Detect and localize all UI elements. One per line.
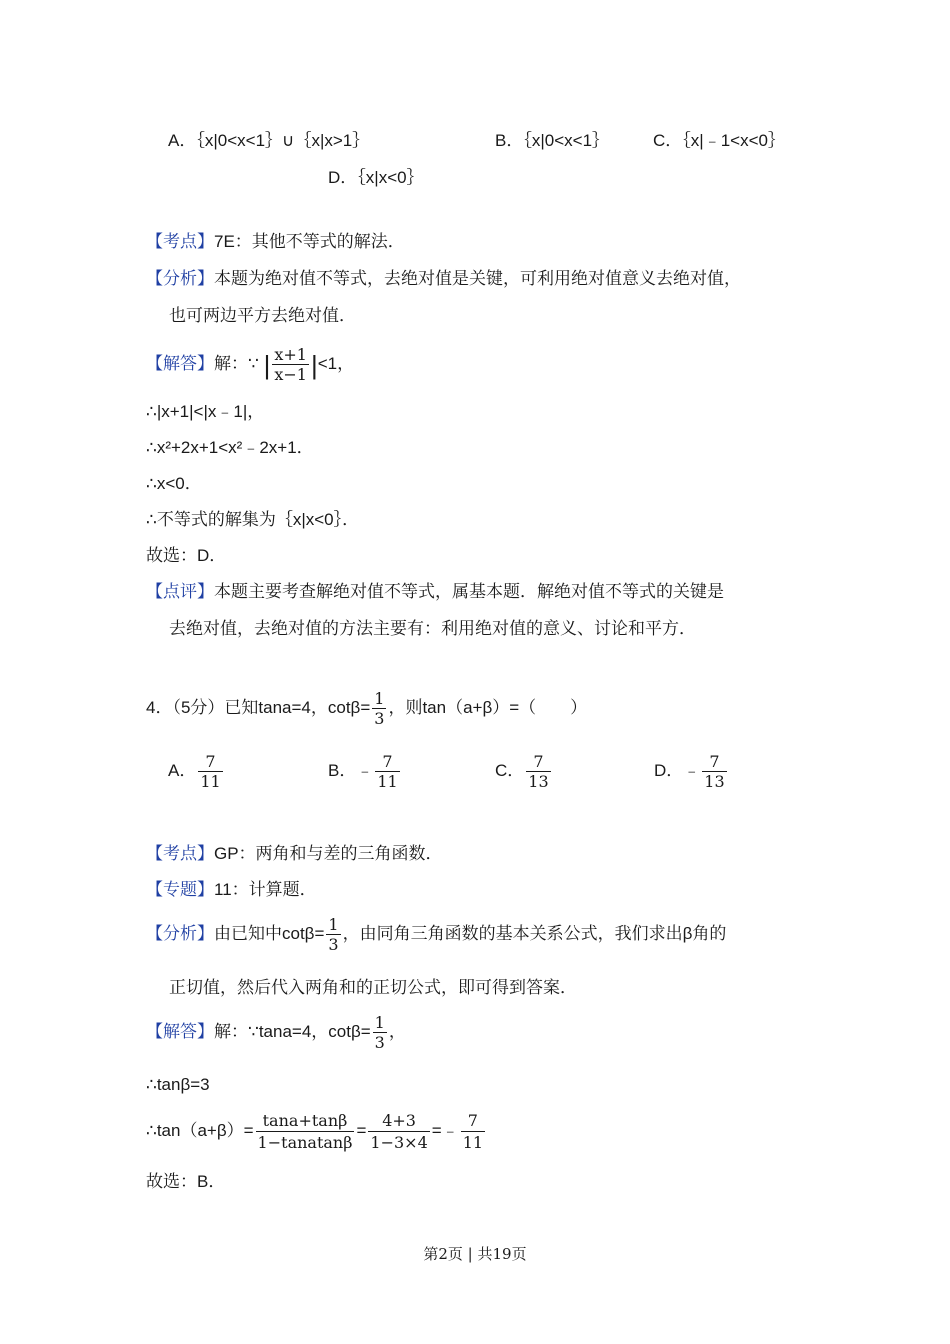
q4-option-c <box>495 752 553 791</box>
q4-jieda-tag: 【解答】 <box>146 1022 214 1041</box>
q4-jieda <box>146 1012 406 1052</box>
q4-kaodian <box>146 843 443 865</box>
q4-kaodian-text: GP：两角和与差的三角函数． <box>214 844 443 863</box>
q4-option-b <box>328 752 402 791</box>
q4-fenxi-den: 3 <box>328 935 339 955</box>
q3-fraction-num: x+1 <box>274 345 307 365</box>
q4-option-b-fraction <box>375 752 399 791</box>
q4-result-num: 7 <box>461 1110 485 1132</box>
q4-option-d-den: 13 <box>704 772 725 791</box>
q4-jieda-suffix: ， <box>388 1022 406 1041</box>
q4-option-a-label: A． <box>168 760 197 780</box>
q4-fenxi-tag: 【分析】 <box>146 924 214 943</box>
q3-step-1: ∴|x+1|<|x﹣1|， <box>146 402 265 421</box>
q3-fraction <box>272 345 309 384</box>
q3-kaodian <box>146 231 405 253</box>
q4-stem <box>146 688 587 728</box>
dianping-tag: 【点评】 <box>146 582 214 601</box>
q4-numeric-num: 4+3 <box>368 1110 429 1132</box>
q4-option-d <box>654 752 729 791</box>
q4-option-b-label: B．﹣ <box>328 760 374 780</box>
q4-stem-num: 1 <box>374 689 385 709</box>
q4-equals-2: =﹣ <box>431 1120 459 1140</box>
q4-option-c-label: C． <box>495 760 525 780</box>
q4-jieda-den: 3 <box>374 1033 385 1053</box>
jieda-suffix: <1， <box>317 354 355 373</box>
q4-fenxi-prefix: 由已知中cotβ= <box>214 924 325 943</box>
q3-fenxi-text-2: 也可两边平方去绝对值． <box>169 306 356 325</box>
q3-dianping-text-2: 去绝对值，去绝对值的方法主要有：利用绝对值的意义、讨论和平方． <box>169 619 696 638</box>
q4-step-1: ∴tanβ=3 <box>146 1075 210 1094</box>
q4-kaodian-tag: 【考点】 <box>146 844 214 863</box>
q3-option-d: D．｛x|x<0｝ <box>328 168 424 187</box>
page-footer: 第2页 | 共19页 <box>423 1245 527 1263</box>
q4-option-c-den: 13 <box>528 772 549 791</box>
kaodian-tag: 【考点】 <box>146 232 214 251</box>
q4-fenxi-text-2: 正切值，然后代入两角和的正切公式，即可得到答案． <box>169 978 577 997</box>
fenxi-tag: 【分析】 <box>146 269 214 288</box>
q4-option-b-num: 7 <box>375 752 399 772</box>
q4-option-c-num: 7 <box>526 752 550 772</box>
q4-zhuanti <box>146 879 317 901</box>
abs-bar-right: | <box>310 349 318 380</box>
q4-fenxi-suffix: ，由同角三角函数的基本关系公式，我们求出β角的 <box>342 924 727 943</box>
q4-stem-den: 3 <box>374 709 385 729</box>
q4-option-d-num: 7 <box>702 752 726 772</box>
q4-stem-prefix: 4．（5分）已知tana=4，cotβ= <box>146 698 371 717</box>
q4-result-den: 11 <box>462 1133 484 1152</box>
q4-stem-suffix: ，则tan（a+β）=（ ） <box>388 698 588 717</box>
q3-step-4: ∴不等式的解集为｛x|x<0｝． <box>146 510 360 529</box>
q4-option-a <box>168 752 225 791</box>
q4-tan-sum-fraction <box>256 1110 355 1153</box>
q4-answer: 故选：B． <box>146 1172 226 1191</box>
q4-numeric-fraction <box>368 1110 429 1153</box>
q4-step-2-prefix: ∴tan（a+β）= <box>146 1120 254 1140</box>
q4-option-a-fraction <box>198 752 222 791</box>
q4-jieda-prefix: 解：∵tana=4，cotβ= <box>214 1022 371 1041</box>
q4-equals-1: = <box>356 1120 367 1140</box>
q4-numeric-den: 1−3×4 <box>370 1133 428 1152</box>
q4-zhuanti-tag: 【专题】 <box>146 880 214 899</box>
fenxi-text-1: 本题为绝对值不等式，去绝对值是关键，可利用绝对值意义去绝对值， <box>214 269 741 288</box>
jieda-prefix: 解：∵ <box>214 354 259 373</box>
q4-fenxi <box>146 914 726 954</box>
q4-option-a-den: 11 <box>200 772 221 791</box>
q4-result-fraction <box>461 1110 485 1153</box>
jieda-tag: 【解答】 <box>146 354 214 373</box>
q4-zhuanti-text: 11：计算题． <box>214 880 317 899</box>
q4-jieda-fraction <box>373 1013 387 1052</box>
q3-step-3: ∴x<0． <box>146 474 202 493</box>
abs-bar-left: | <box>263 349 271 380</box>
dianping-text-1: 本题主要考查解绝对值不等式，属基本题．解绝对值不等式的关键是 <box>214 582 724 601</box>
q3-option-c: C．｛x|﹣1<x<0｝ <box>653 131 785 150</box>
q3-step-5: 故选：D． <box>146 546 227 565</box>
q3-option-b: B．｛x|0<x<1｝ <box>495 131 610 150</box>
q4-stem-fraction <box>372 689 386 728</box>
q3-fenxi <box>146 268 741 290</box>
q4-option-c-fraction <box>526 752 550 791</box>
q4-option-d-fraction <box>702 752 726 791</box>
q4-option-b-den: 11 <box>377 772 398 791</box>
q3-fraction-den: x−1 <box>274 365 307 385</box>
q3-dianping <box>146 581 724 603</box>
q4-tan-sum-num: tana+tanβ <box>256 1110 355 1132</box>
q3-jieda <box>146 342 354 386</box>
q4-option-a-num: 7 <box>198 752 222 772</box>
q3-option-a: A．｛x|0<x<1｝∪｛x|x>1｝ <box>168 131 370 150</box>
kaodian-text: 7E：其他不等式的解法． <box>214 232 405 251</box>
q3-step-2: ∴x²+2x+1<x²﹣2x+1． <box>146 438 314 457</box>
q4-step-2 <box>146 1110 487 1153</box>
q4-fenxi-fraction <box>326 915 340 954</box>
q4-jieda-num: 1 <box>374 1013 385 1033</box>
q4-tan-sum-den: 1−tanatanβ <box>257 1133 353 1152</box>
q4-fenxi-num: 1 <box>328 915 339 935</box>
q4-option-d-label: D．﹣ <box>654 760 701 780</box>
